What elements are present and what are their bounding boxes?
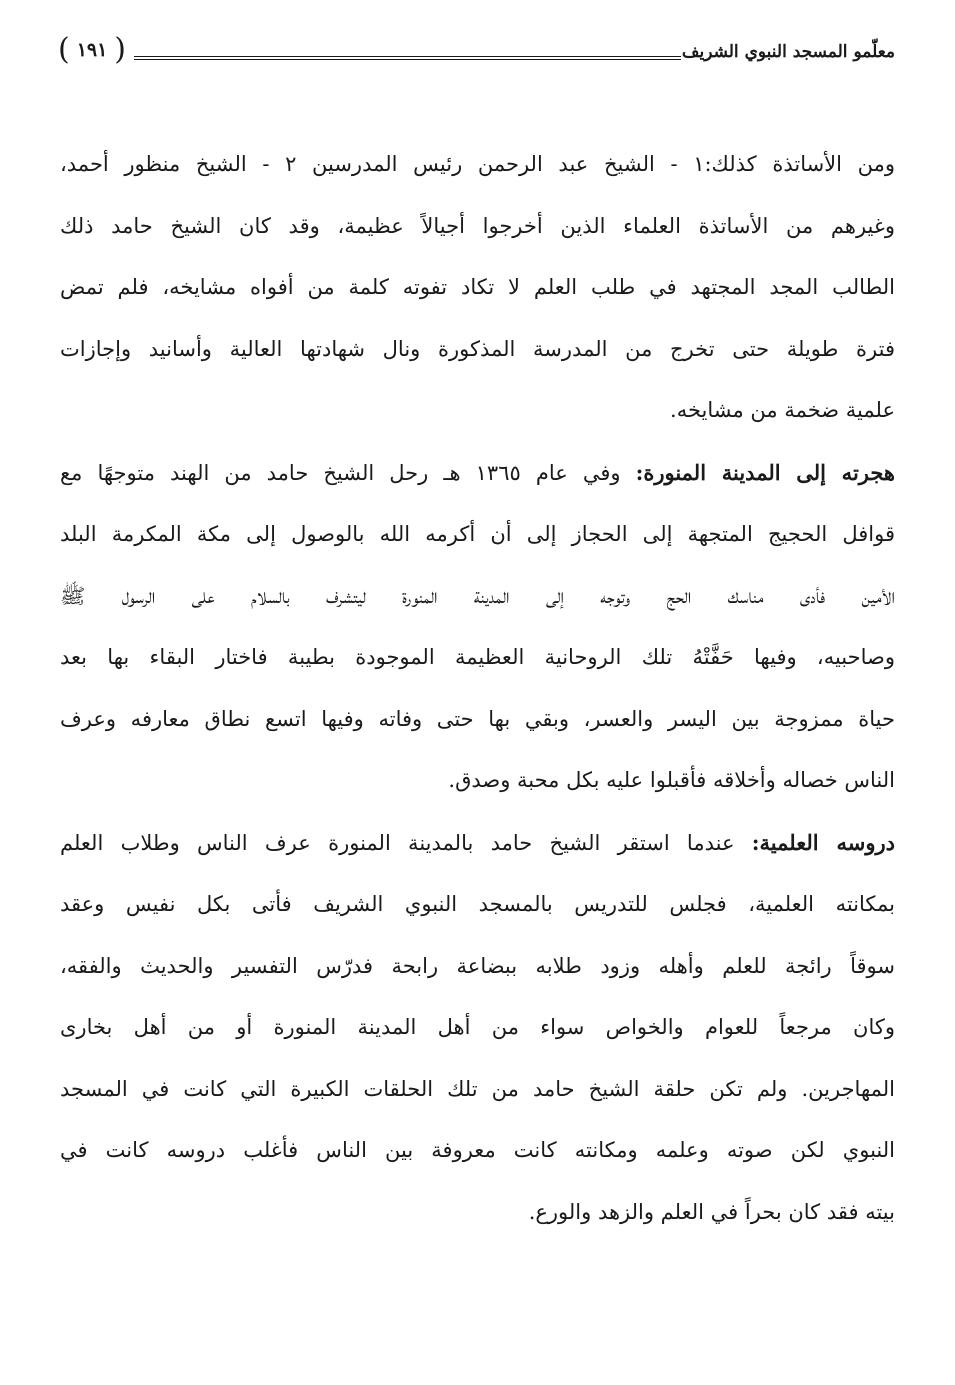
running-header: [56, 32, 895, 76]
text-line: وصاحبيه، وفيها حَفَّتْهُ تلك الروحانية العظيمة الموجودة بطيبة فاختار البقاء بها بعد: [60, 645, 895, 669]
paragraph-lessons: [60, 812, 895, 1244]
text-line: فترة طويلة حتى تخرج من المدرسة المذكورة ونال شهادتها العالية وأسانيد وإجازات: [60, 336, 895, 361]
text-run: عندما استقر الشيخ حامد بالمدينة المنورة عرف الناس وطلاب العلم: [60, 830, 735, 855]
text-line: [60, 442, 895, 505]
text-line: الطالب المجد المجتهد في طلب العلم لا تكاد تفوته كلمة من أفواه مشايخه، فلم تمض: [60, 275, 895, 299]
text-line: ومن الأساتذة كذلك:١ - الشيخ عبد الرحمن رئيس المدرسين ٢ - الشيخ منظور أحمد،: [60, 152, 896, 176]
open-bracket: (: [114, 32, 126, 67]
text-line: حياة ممزوجة بين اليسر والعسر، وبقي بها حتى وفاته وفيها اتسع نطاق معارفه وعرف: [60, 706, 895, 731]
text-line: المهاجرين. ولم تكن حلقة الشيخ حامد من تلك الحلقات الكبيرة التي كانت في المسجد: [60, 1076, 895, 1101]
page-number-box: [56, 32, 128, 68]
paragraph-teachers: [60, 134, 895, 442]
section-heading: دروسه العلمية:: [751, 829, 895, 855]
text-line: الناس خصاله وأخلاقه فأقبلوا عليه بكل محبة وصدق.: [448, 768, 895, 792]
body-text: [60, 134, 895, 1243]
text-line: وغيرهم من الأساتذة العلماء الذين أخرجوا أجيالاً عظيمة، وقد كان الشيخ حامد ذلك: [60, 213, 895, 238]
page-number: ١٩١: [76, 39, 108, 61]
text-line: بيته فقد كان بحراً في العلم والزهد والورع.: [528, 1199, 895, 1224]
text-line: سوقاً رائجة للعلم وأهله وزود طلابه ببضاعة رابحة فدرّس التفسير والحديث والفقه،: [60, 953, 895, 978]
text-line: وكان مرجعاً للعوام والخواص سواء من أهل المدينة المنورة أو من أهل بخارى: [60, 1015, 895, 1039]
text-line: علمية ضخمة من مشايخه.: [670, 398, 895, 422]
section-heading: هجرته إلى المدينة المنورة:: [635, 459, 896, 485]
text-line: قوافل الحجيج المتجهة إلى الحجاز إلى أن أكرمه الله بالوصول إلى مكة المكرمة البلد: [60, 522, 895, 546]
text-line: الأمين فأدى مناسك الحج وتوجه إلى المدينة المنورة ليتشرف بالسلام على الرسول ﷺ: [60, 583, 895, 608]
running-title: معلّمو المسجد النبوي الشريف: [681, 42, 895, 62]
text-line: بمكانته العلمية، فجلس للتدريس بالمسجد النبوي الشريف فأتى بكل نفيس وعقد: [60, 892, 895, 916]
text-line: النبوي لكن صوته وعلمه ومكانته كانت معروفة بين الناس فأغلب دروسه كانت في: [60, 1138, 895, 1162]
text-line: [60, 812, 895, 875]
paragraph-migration: [60, 442, 895, 812]
header-rule: [134, 56, 681, 60]
close-bracket: ): [58, 32, 70, 67]
text-run: وفي عام ١٣٦٥ هـ رحل الشيخ حامد من الهند متوجهًا مع: [60, 460, 621, 485]
